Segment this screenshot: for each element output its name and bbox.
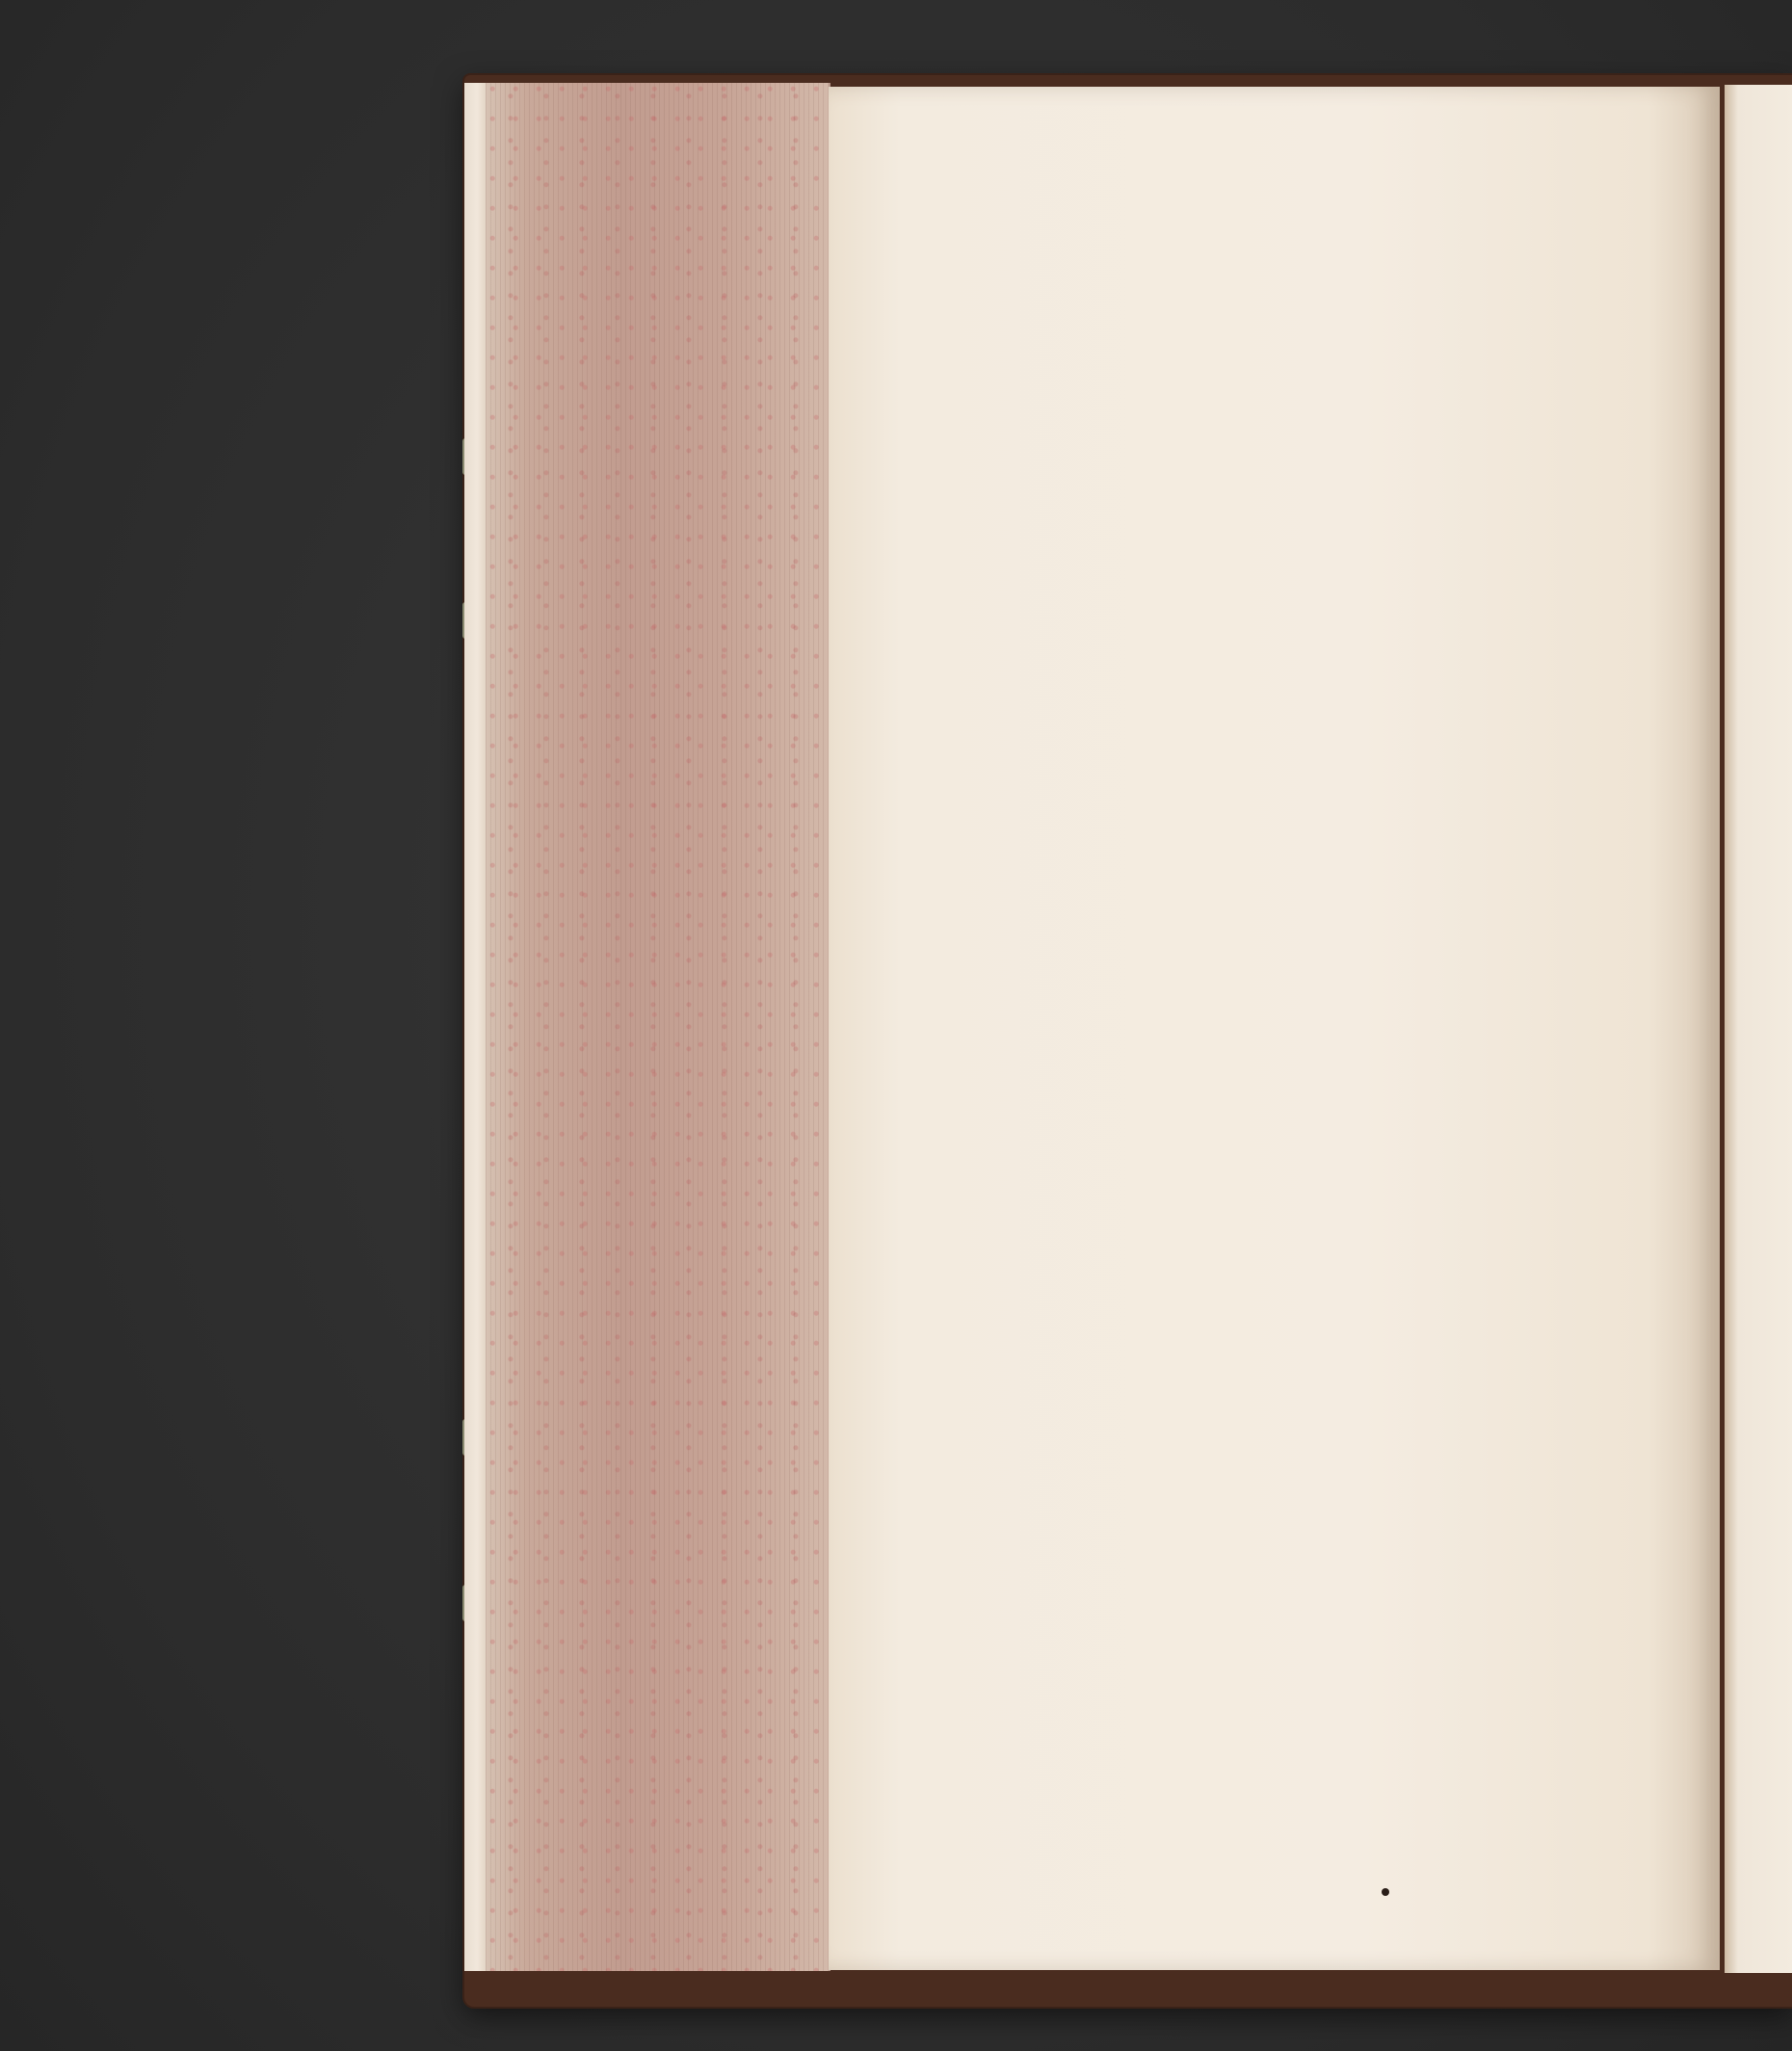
text-line xyxy=(960,397,1721,447)
chapter-heading xyxy=(960,241,1721,308)
text-line xyxy=(960,347,1721,397)
ink-speck xyxy=(1382,1888,1389,1896)
facing-page xyxy=(1725,85,1792,1973)
chapter-body xyxy=(960,347,1721,447)
page-text xyxy=(960,162,1721,522)
page-block-edge xyxy=(486,83,830,1971)
running-header xyxy=(960,162,1721,206)
catchword xyxy=(960,447,1721,486)
